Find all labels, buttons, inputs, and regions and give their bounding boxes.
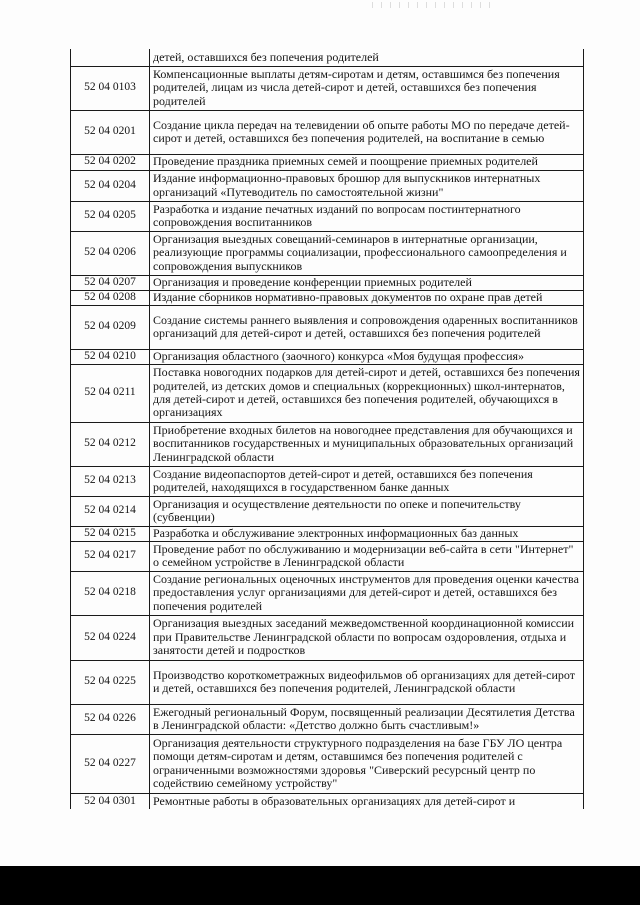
row-code: 52 04 0227 xyxy=(71,734,150,793)
table-row xyxy=(71,305,584,349)
table-row xyxy=(71,466,584,496)
table-row xyxy=(71,526,584,541)
row-code: 52 04 0207 xyxy=(71,275,150,290)
row-description: Издание информационно-правовых брошюр для выпускников интернатных организаций «Путеводитель по самостоятельной жизни" xyxy=(150,170,584,201)
table-row xyxy=(71,793,584,809)
row-code: 52 04 0205 xyxy=(71,201,150,231)
table-row xyxy=(71,110,584,154)
row-code: 52 04 0215 xyxy=(71,526,150,541)
table-row xyxy=(71,422,584,466)
table-row xyxy=(71,231,584,275)
row-code: 52 04 0218 xyxy=(71,571,150,615)
row-description: детей, оставшихся без попечения родителей xyxy=(150,49,584,66)
table-row xyxy=(71,704,584,734)
row-description: Разработка и обслуживание электронных информационных баз данных xyxy=(150,526,584,541)
row-description: Организация деятельности структурного подразделения на базе ГБУ ЛО центра помощи детям-сиротам и детям, оставшимся без попечения родителей с ограниченными возможностями здоровья "Сиверский ресурсный центр по содействию семейному устройству" xyxy=(150,734,584,793)
row-code: 52 04 0301 xyxy=(71,793,150,809)
table-row xyxy=(71,349,584,364)
row-code: 52 04 0226 xyxy=(71,704,150,734)
row-code xyxy=(71,49,150,66)
row-code: 52 04 0201 xyxy=(71,110,150,154)
table-row xyxy=(71,541,584,571)
table-row xyxy=(71,364,584,422)
row-code: 52 04 0217 xyxy=(71,541,150,571)
row-description: Создание видеопаспортов детей-сирот и детей, оставшихся без попечения родителей, находящихся в государственном банке данных xyxy=(150,466,584,496)
row-description: Приобретение входных билетов на новогоднее представления для обучающихся и воспитанников государственных и муниципальных образовательных организаций Ленинградской области xyxy=(150,422,584,466)
row-description: Ремонтные работы в образовательных организациях для детей-сирот и xyxy=(150,793,584,809)
row-description: Организация выездных совещаний-семинаров в интернатные организации, реализующие программы социализации, профессионального самоопределения и сопровождения выпускников xyxy=(150,231,584,275)
row-description: Производство короткометражных видеофильмов об организациях для детей-сирот и детей, оставшихся без попечения родителей, Ленинградской области xyxy=(150,660,584,704)
table-row xyxy=(71,496,584,526)
row-code: 52 04 0202 xyxy=(71,154,150,170)
row-description: Организация областного (заочного) конкурса «Моя будущая профессия» xyxy=(150,349,584,364)
row-code: 52 04 0211 xyxy=(71,364,150,422)
row-description: Разработка и издание печатных изданий по вопросам постинтернатного сопровождения воспитанников xyxy=(150,201,584,231)
row-code: 52 04 0103 xyxy=(71,66,150,110)
row-description: Создание цикла передач на телевидении об опыте работы МО по передаче детей-сирот и детей, оставшихся без попечения родителей, на воспитание в семью xyxy=(150,110,584,154)
table-row xyxy=(71,275,584,290)
row-description: Поставка новогодних подарков для детей-сирот и детей, оставшихся без попечения родителей, из детских домов и специальных (коррекционных) школ-интернатов, для детей-сирот и детей, оставшихся без попечения родителей, обучающихся в организациях xyxy=(150,364,584,422)
table-row xyxy=(71,615,584,660)
row-description: Проведение праздника приемных семей и поощрение приемных родителей xyxy=(150,154,584,170)
scan-bottom-border xyxy=(0,866,640,905)
table-row xyxy=(71,660,584,704)
row-code: 52 04 0204 xyxy=(71,170,150,201)
table-row xyxy=(71,290,584,305)
row-code: 52 04 0225 xyxy=(71,660,150,704)
row-code: 52 04 0212 xyxy=(71,422,150,466)
table-row xyxy=(71,170,584,201)
table-row xyxy=(71,571,584,615)
row-code: 52 04 0224 xyxy=(71,615,150,660)
row-description: Организация выездных заседаний межведомственной координационной комиссии при Правительстве Ленинградской области по вопросам оздоровления, отдыха и занятости детей и подростков xyxy=(150,615,584,660)
table-row xyxy=(71,49,584,66)
row-code: 52 04 0206 xyxy=(71,231,150,275)
row-code: 52 04 0209 xyxy=(71,305,150,349)
row-description: Создание региональных оценочных инструментов для проведения оценки качества предоставления услуг организациями для детей-сирот и детей, оставшихся без попечения родителей xyxy=(150,571,584,615)
row-code: 52 04 0214 xyxy=(71,496,150,526)
row-description: Компенсационные выплаты детям-сиротам и детям, оставшимся без попечения родителей, лицам из числа детей-сирот и детей, оставшихся без попечения родителей xyxy=(150,66,584,110)
table-row xyxy=(71,66,584,110)
row-code: 52 04 0208 xyxy=(71,290,150,305)
row-description: Проведение работ по обслуживанию и модернизации веб-сайта в сети "Интернет" о семейном устройстве в Ленинградской области xyxy=(150,541,584,571)
scan-noise xyxy=(372,2,492,8)
table-row xyxy=(71,154,584,170)
row-description: Организация и проведение конференции приемных родителей xyxy=(150,275,584,290)
table-row xyxy=(71,734,584,793)
row-description: Организация и осуществление деятельности по опеке и попечительству (субвенции) xyxy=(150,496,584,526)
row-description: Создание системы раннего выявления и сопровождения одаренных воспитанников организаций для детей-сирот и детей, оставшихся без попечения родителей xyxy=(150,305,584,349)
row-description: Ежегодный региональный Форум, посвященный реализации Десятилетия Детства в Ленинградской области: «Детство должно быть счастливым!» xyxy=(150,704,584,734)
row-code: 52 04 0213 xyxy=(71,466,150,496)
table-row xyxy=(71,201,584,231)
row-description: Издание сборников нормативно-правовых документов по охране прав детей xyxy=(150,290,584,305)
row-code: 52 04 0210 xyxy=(71,349,150,364)
budget-code-table xyxy=(70,49,584,809)
